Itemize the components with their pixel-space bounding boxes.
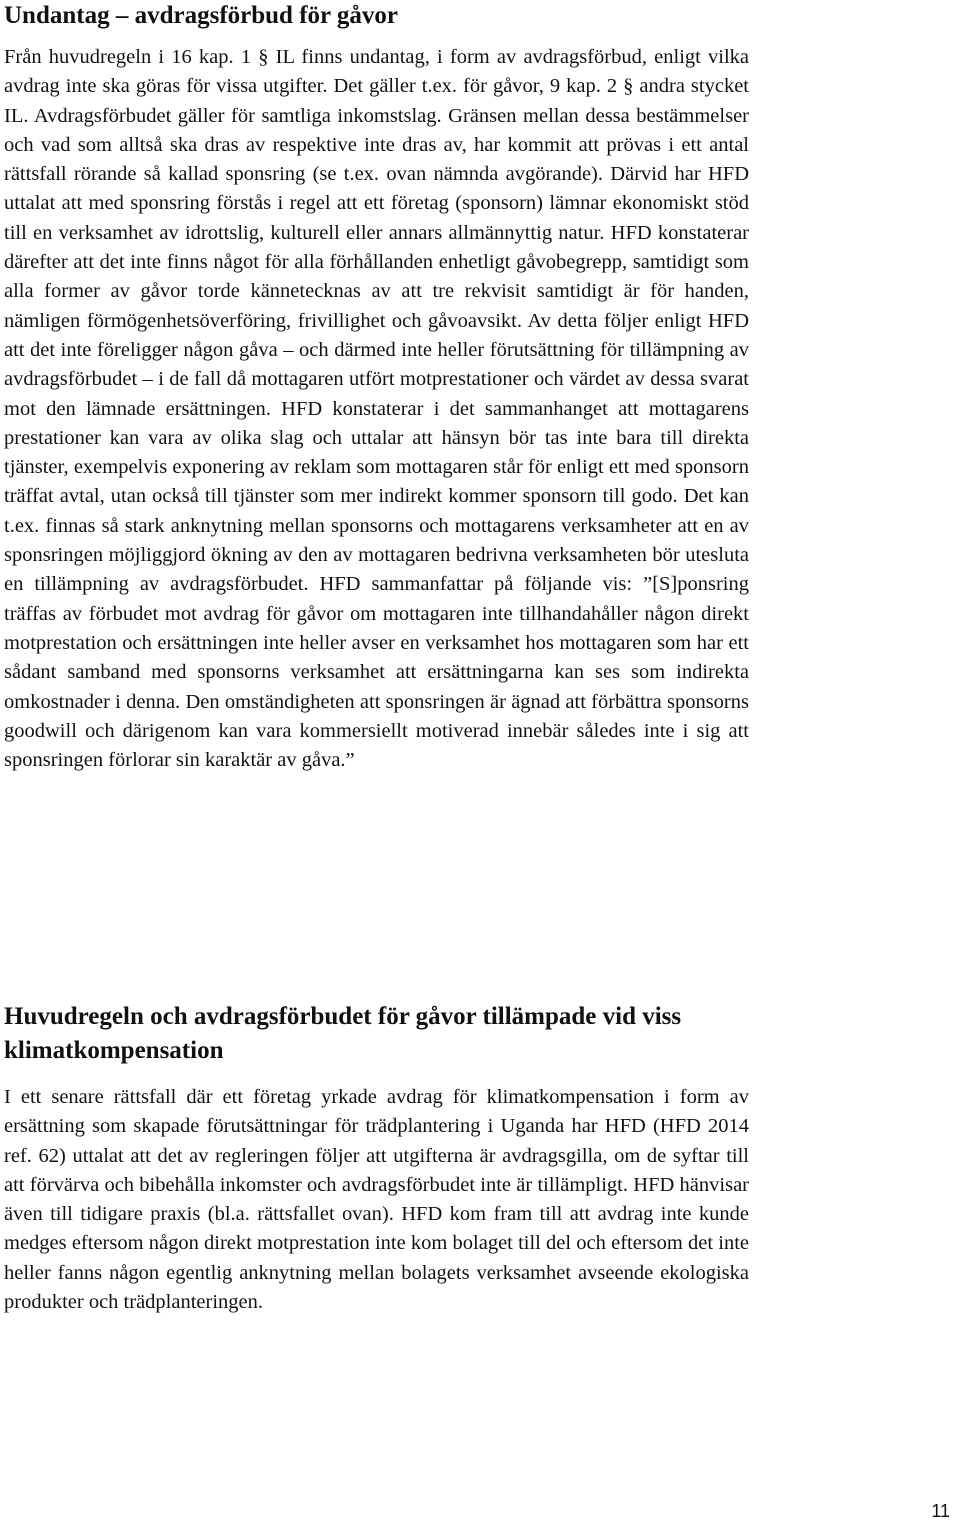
section-heading-exception: Undantag – avdragsförbud för gåvor [4, 2, 399, 29]
paragraph-climate-compensation: I ett senare rättsfall där ett företag yrkade avdrag för klimatkompensation i form av ersättning som skapade förutsättningar för trädplantering i Uganda har HFD (HFD 2014 ref. 62) uttalat att det av regleringen följer att utgifterna är avdragsgilla, om de syftar till att förvärva och bibehålla inkomster och avdragsförbudet inte är tillämpligt. HFD hänvisar även till tidigare praxis (bl.a. rättsfallet ovan). HFD kom fram till att avdrag inte kunde medges eftersom någon direkt motprestation inte kom bolaget till del och eftersom det inte heller fanns någon egentlig anknytning mellan bolagets verksamhet avseende ekologiska produkter och trädplanteringen. [4, 1086, 749, 1314]
section-heading-climate-compensation: Huvudregeln och avdragsförbudet för gåvor tillämpade vid viss klimatkompensation [4, 1003, 682, 1064]
paragraph-sponsorship: Från huvudregeln i 16 kap. 1 § IL finns undantag, i form av avdragsförbud, enligt vilka avdrag inte ska göras för vissa utgifter. Det gäller t.ex. för gåvor, 9 kap. 2 § andra stycket IL. Avdragsförbudet gäller för samtliga inkomstslag. Gränsen mellan dessa bestämmelser och vad som alltså ska dras av respektive inte dras av, har kommit att prövas i ett antal rättsfall rörande så kallad sponsring (se t.ex. ovan nämnda avgörande). Därvid har HFD uttalat att med sponsring förstås i regel att ett företag (sponsorn) lämnar ekonomiskt stöd till en verksamhet av idrottslig, kulturell eller annars allmännyttig natur. HFD konstaterar därefter att det inte finns något för alla förhållanden enhetligt gåvobegrepp, samtidigt som alla former av gåvor torde kännetecknas av att tre rekvisit samtidigt är för handen, nämligen förmögenhetsöverföring, frivillighet och gåvoavsikt. Av detta följer enligt HFD att det inte föreligger någon gåva – och därmed inte heller förutsättning för tillämpning av avdragsförbudet – i de fall då mottagaren utfört motprestationer och värdet av dessa svarat mot den lämnade ersättningen. HFD konstaterar i det sammanhanget att mottagarens prestationer kan vara av olika slag och uttalar att hänsyn bör tas inte bara till direkta tjänster, exempelvis exponering av reklam som mottagaren står för enligt ett med sponsorn träffat avtal, utan också till tjänster som mer indirekt kommer sponsorn till godo. Det kan t.ex. finnas så stark anknytning mellan sponsorns och mottagarens verksamheter att en av sponsringen möjliggjord ökning av den av mottagaren bedrivna verksamheten bör utesluta en tillämpning av avdragsförbudet. HFD sammanfattar på följande vis: ”[S]ponsring träffas av förbudet mot avdrag för gåvor om mottagaren inte tillhandahåller någon direkt motprestation och ersättningen inte heller avser en verksamhet hos mottagaren som har ett sådant samband med sponsorns verksamhet att ersättningarna kan ses som indirekta omkostnader i denna. Den omständigheten att sponsringen är ägnad att förbättra sponsorns goodwill och därigenom kan vara kommersiellt motiverad innebär således inte i sig att sponsringen förlorar sin karaktär av gåva.” [4, 46, 749, 772]
page-number: 11 [931, 1501, 950, 1521]
